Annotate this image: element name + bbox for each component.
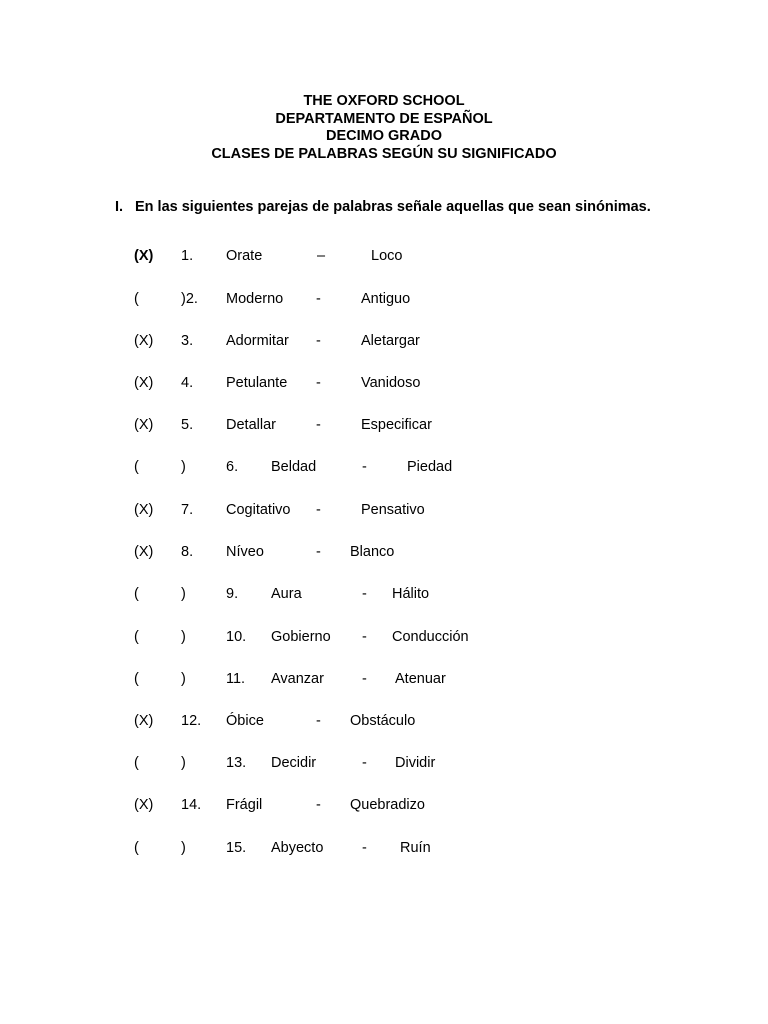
- item-number: 5.: [181, 417, 194, 433]
- item-number: )2.: [181, 291, 198, 307]
- pair-dash: -: [316, 417, 321, 433]
- second-word: Loco: [371, 248, 403, 264]
- item-number: 14.: [181, 797, 202, 813]
- first-word: Níveo: [226, 544, 264, 560]
- answer-mark: (X): [134, 248, 154, 264]
- answer-mark: (X): [134, 713, 154, 729]
- pair-dash: -: [316, 502, 321, 518]
- item-number: 6.: [226, 459, 239, 475]
- item-number: 13.: [226, 755, 247, 771]
- first-word: Aura: [271, 586, 302, 602]
- worksheet-title: CLASES DE PALABRAS SEGÚN SU SIGNIFICADO: [211, 145, 557, 162]
- pair-dash: -: [362, 629, 367, 645]
- item-number: 1.: [181, 248, 194, 264]
- list-item: [0, 669, 768, 689]
- answer-mark: (: [134, 586, 139, 602]
- instruction-text: En las siguientes parejas de palabras señale aquellas que sean sinónimas.: [135, 199, 651, 215]
- second-word: Piedad: [407, 459, 453, 475]
- item-number: 7.: [181, 502, 194, 518]
- answer-mark: (: [134, 671, 139, 687]
- second-word: Atenuar: [395, 671, 446, 687]
- answer-mark: (: [134, 459, 139, 475]
- list-item: [0, 331, 768, 351]
- list-item: [0, 838, 768, 858]
- item-number: 12.: [181, 713, 202, 729]
- item-number: 8.: [181, 544, 194, 560]
- pair-dash: -: [362, 459, 367, 475]
- list-item: [0, 584, 768, 604]
- second-word: Pensativo: [361, 502, 425, 518]
- pair-dash: -: [362, 840, 367, 856]
- first-word: Óbice: [226, 713, 264, 729]
- pair-dash: -: [316, 291, 321, 307]
- first-word: Gobierno: [271, 629, 331, 645]
- first-word: Avanzar: [271, 671, 324, 687]
- pair-dash: –: [317, 248, 326, 264]
- second-word: Quebradizo: [350, 797, 425, 813]
- answer-mark-close: ): [181, 586, 186, 602]
- first-word: Frágil: [226, 797, 263, 813]
- answer-mark: (X): [134, 375, 154, 391]
- section-instruction: [115, 198, 651, 216]
- list-item: [0, 373, 768, 393]
- pair-dash: -: [316, 713, 321, 729]
- department-name: DEPARTAMENTO DE ESPAÑOL: [275, 110, 493, 127]
- list-item: [0, 795, 768, 815]
- second-word: Hálito: [392, 586, 430, 602]
- pair-dash: -: [316, 544, 321, 560]
- grade-level: DECIMO GRADO: [326, 128, 442, 144]
- item-number: 10.: [226, 629, 247, 645]
- answer-mark: (X): [134, 797, 154, 813]
- pair-dash: -: [362, 671, 367, 687]
- answer-mark-close: ): [181, 629, 186, 645]
- answer-mark: (X): [134, 544, 154, 560]
- answer-mark: (: [134, 291, 139, 307]
- second-word: Conducción: [392, 629, 469, 645]
- first-word: Adormitar: [226, 333, 289, 349]
- answer-mark: (X): [134, 333, 154, 349]
- second-word: Dividir: [395, 755, 436, 771]
- pair-dash: -: [316, 375, 321, 391]
- list-item: [0, 246, 768, 266]
- pair-dash: -: [362, 755, 367, 771]
- answer-mark-close: ): [181, 671, 186, 687]
- first-word: Cogitativo: [226, 502, 291, 518]
- second-word: Aletargar: [361, 333, 420, 349]
- pair-dash: -: [316, 333, 321, 349]
- first-word: Moderno: [226, 291, 284, 307]
- second-word: Especificar: [361, 417, 432, 433]
- item-number: 3.: [181, 333, 194, 349]
- list-item: [0, 627, 768, 647]
- answer-mark-close: ): [181, 459, 186, 475]
- first-word: Beldad: [271, 459, 317, 475]
- second-word: Antiguo: [361, 291, 411, 307]
- pair-dash: -: [362, 586, 367, 602]
- first-word: Decidir: [271, 755, 317, 771]
- pair-dash: -: [316, 797, 321, 813]
- first-word: Detallar: [226, 417, 276, 433]
- answer-mark: (: [134, 755, 139, 771]
- first-word: Abyecto: [271, 840, 324, 856]
- section-number: I.: [115, 199, 124, 215]
- item-number: 11.: [226, 671, 246, 687]
- list-item: [0, 753, 768, 773]
- item-number: 15.: [226, 840, 247, 856]
- first-word: Orate: [226, 248, 263, 264]
- item-number: 9.: [226, 586, 239, 602]
- answer-mark-close: ): [181, 755, 186, 771]
- document-header: [0, 93, 768, 163]
- school-name: THE OXFORD SCHOOL: [303, 93, 465, 109]
- list-item: [0, 500, 768, 520]
- second-word: Obstáculo: [350, 713, 416, 729]
- answer-mark-close: ): [181, 840, 186, 856]
- first-word: Petulante: [226, 375, 288, 391]
- item-number: 4.: [181, 375, 194, 391]
- list-item: [0, 289, 768, 309]
- list-item: [0, 415, 768, 435]
- second-word: Blanco: [350, 544, 395, 560]
- list-item: [0, 711, 768, 731]
- answer-mark: (X): [134, 502, 154, 518]
- second-word: Vanidoso: [361, 375, 421, 391]
- answer-mark: (X): [134, 417, 154, 433]
- answer-mark: (: [134, 840, 139, 856]
- answer-mark: (: [134, 629, 139, 645]
- second-word: Ruín: [400, 840, 431, 856]
- list-item: [0, 542, 768, 562]
- list-item: [0, 457, 768, 477]
